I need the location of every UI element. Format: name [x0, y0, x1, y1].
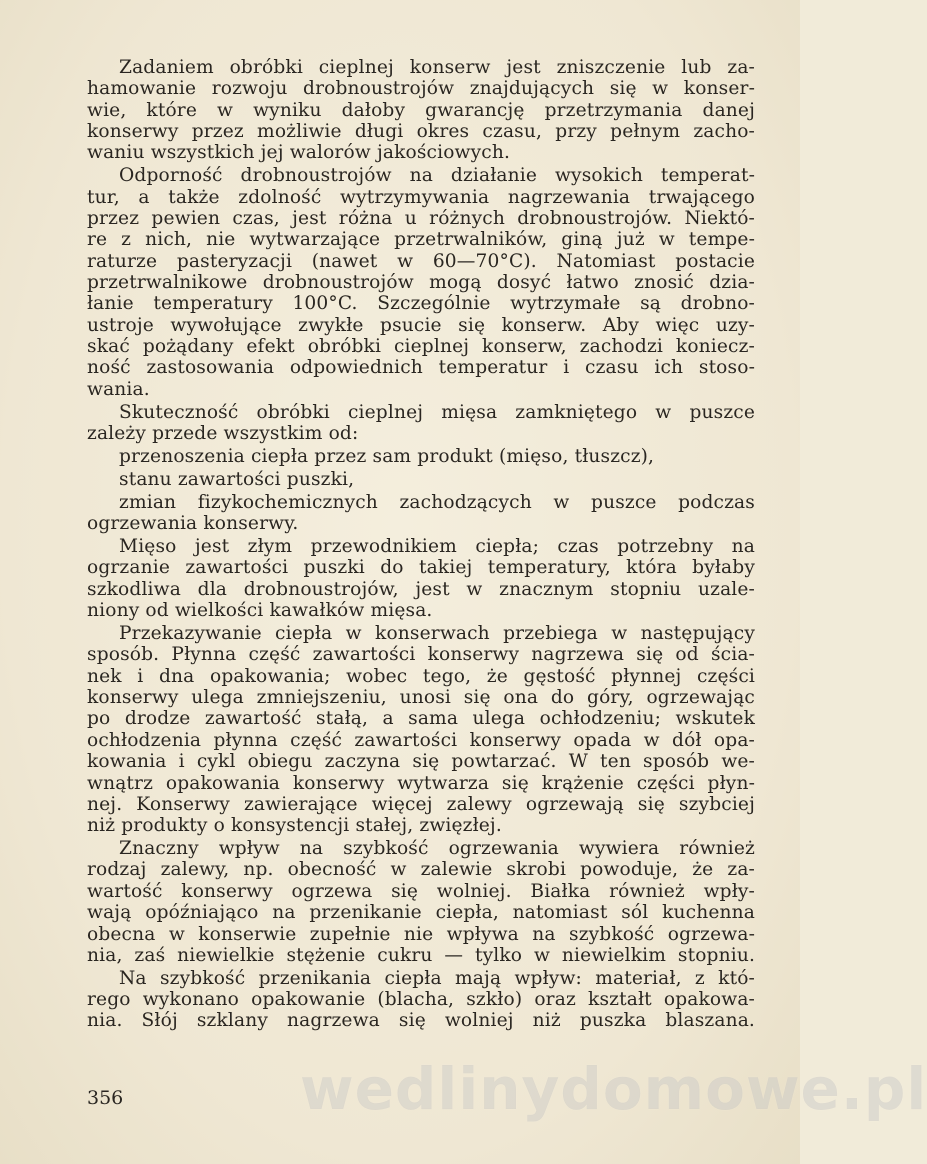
text-line: raturze pasteryzacji (nawet w 60—70°C). Natomiast postacie — [87, 250, 755, 272]
paragraph — [87, 57, 755, 164]
text-line: ogrzanie zawartości puszki do takiej temperatury, która byłaby — [87, 557, 755, 579]
text-line: Skuteczność obróbki cieplnej mięsa zamkniętego w puszce — [119, 401, 755, 423]
text-line: wania. — [87, 378, 150, 400]
text-line: obecna w konserwie zupełnie nie wpływa na szybkość ogrzewa- — [87, 923, 755, 945]
text-line: przetrwalnikowe drobnoustrojów mogą dosyć łatwo znosić dzia- — [87, 272, 755, 294]
text-line: ność zastosowania odpowiednich temperatur i czasu ich stoso- — [87, 357, 755, 379]
text-line: łanie temperatury 100°C. Szczególnie wytrzymałe są drobno- — [87, 293, 755, 315]
paragraph — [87, 968, 755, 1032]
text-line: tur, a także zdolność wytrzymywania nagrzewania trwającego — [87, 186, 755, 208]
paragraph — [87, 469, 755, 490]
text-line: konserwy ulega zmniejszeniu, unosi się ona do góry, ogrzewając — [87, 687, 755, 709]
text-line: przenoszenia ciepła przez sam produkt (mięso, tłuszcz), — [119, 445, 655, 467]
paragraph — [87, 492, 755, 535]
paragraph — [87, 623, 755, 836]
paragraph — [87, 446, 755, 467]
text-line: zmian fizykochemicznych zachodzących w puszce podczas — [119, 491, 755, 513]
text-line: skać pożądany efekt obróbki cieplnej konserw, zachodzi koniecz- — [87, 336, 755, 358]
text-line: Na szybkość przenikania ciepła mają wpływ: materiał, z któ- — [119, 967, 755, 989]
body-text — [87, 57, 755, 1033]
text-line: wie, które w wyniku dałoby gwarancję przetrzymania danej — [87, 99, 755, 121]
text-line: hamowanie rozwoju drobnoustrojów znajdujących się w konser- — [87, 78, 755, 100]
text-line: nia. Słój szklany nagrzewa się wolniej niż puszka blaszana. — [87, 1010, 755, 1032]
page-number: 356 — [87, 1087, 124, 1109]
text-line: wają opóźniająco na przenikanie ciepła, natomiast sól kuchenna — [87, 902, 755, 924]
paragraph — [87, 402, 755, 445]
text-line: niony od wielkości kawałków mięsa. — [87, 600, 433, 622]
text-line: nek i dna opakowania; wobec tego, że gęstość płynnej części — [87, 665, 755, 687]
text-line: nia, zaś niewielkie stężenie cukru — tylko w niewielkim stopniu. — [87, 944, 755, 966]
text-line: wnątrz opakowania konserwy wytwarza się krążenie części płyn- — [87, 772, 755, 794]
text-line: po drodze zawartość stałą, a sama ulega ochłodzeniu; wskutek — [87, 708, 755, 730]
text-line: Zadaniem obróbki cieplnej konserw jest zniszczenie lub za- — [119, 57, 755, 78]
text-line: sposób. Płynna część zawartości konserwy nagrzewa się od ścia- — [87, 644, 755, 666]
paragraph — [87, 838, 755, 966]
text-line: przez pewien czas, jest różna u różnych drobnoustrojów. Niektó- — [87, 208, 755, 229]
paragraph — [87, 165, 755, 400]
text-line: nej. Konserwy zawierające więcej zalewy ogrzewają się szybciej — [87, 793, 755, 815]
text-line: Znaczny wpływ na szybkość ogrzewania wywiera również — [119, 838, 755, 860]
text-line: Odporność drobnoustrojów na działanie wysokich temperat- — [119, 165, 755, 187]
text-line: ustroje wywołujące zwykłe psucie się konserw. Aby więc uzy- — [87, 314, 755, 336]
text-line: rodzaj zalewy, np. obecność w zalewie skrobi powoduje, że za- — [87, 859, 755, 881]
watermark: wedlinydomowe.pl — [300, 1055, 927, 1123]
text-line: rego wykonano opakowanie (blacha, szkło) oraz kształt opakowa- — [87, 989, 755, 1011]
text-line: waniu wszystkich jej walorów jakościowych. — [87, 142, 511, 164]
text-line: konserwy przez możliwie długi okres czasu, przy pełnym zacho- — [87, 121, 755, 143]
text-line: stanu zawartości puszki, — [119, 468, 355, 490]
text-line: re z nich, nie wytwarzające przetrwalników, giną już w tempe- — [87, 229, 755, 251]
text-line: zależy przede wszystkim od: — [87, 423, 359, 445]
text-line: wartość konserwy ogrzewa się wolniej. Białka również wpły- — [87, 880, 755, 902]
text-line: kowania i cykl obiegu zaczyna się powtarzać. W ten sposób we- — [87, 751, 755, 773]
text-line: szkodliwa dla drobnoustrojów, jest w znacznym stopniu uzale- — [87, 578, 755, 600]
text-line: niż produkty o konsystencji stałej, zwięzłej. — [87, 815, 502, 837]
text-line: ogrzewania konserwy. — [87, 513, 299, 535]
text-line: Mięso jest złym przewodnikiem ciepła; czas potrzebny na — [119, 536, 755, 558]
paragraph — [87, 536, 755, 621]
text-line: Przekazywanie ciepła w konserwach przebiega w następujący — [119, 623, 755, 645]
text-line: ochłodzenia płynna część zawartości konserwy opada w dół opa- — [87, 729, 755, 751]
